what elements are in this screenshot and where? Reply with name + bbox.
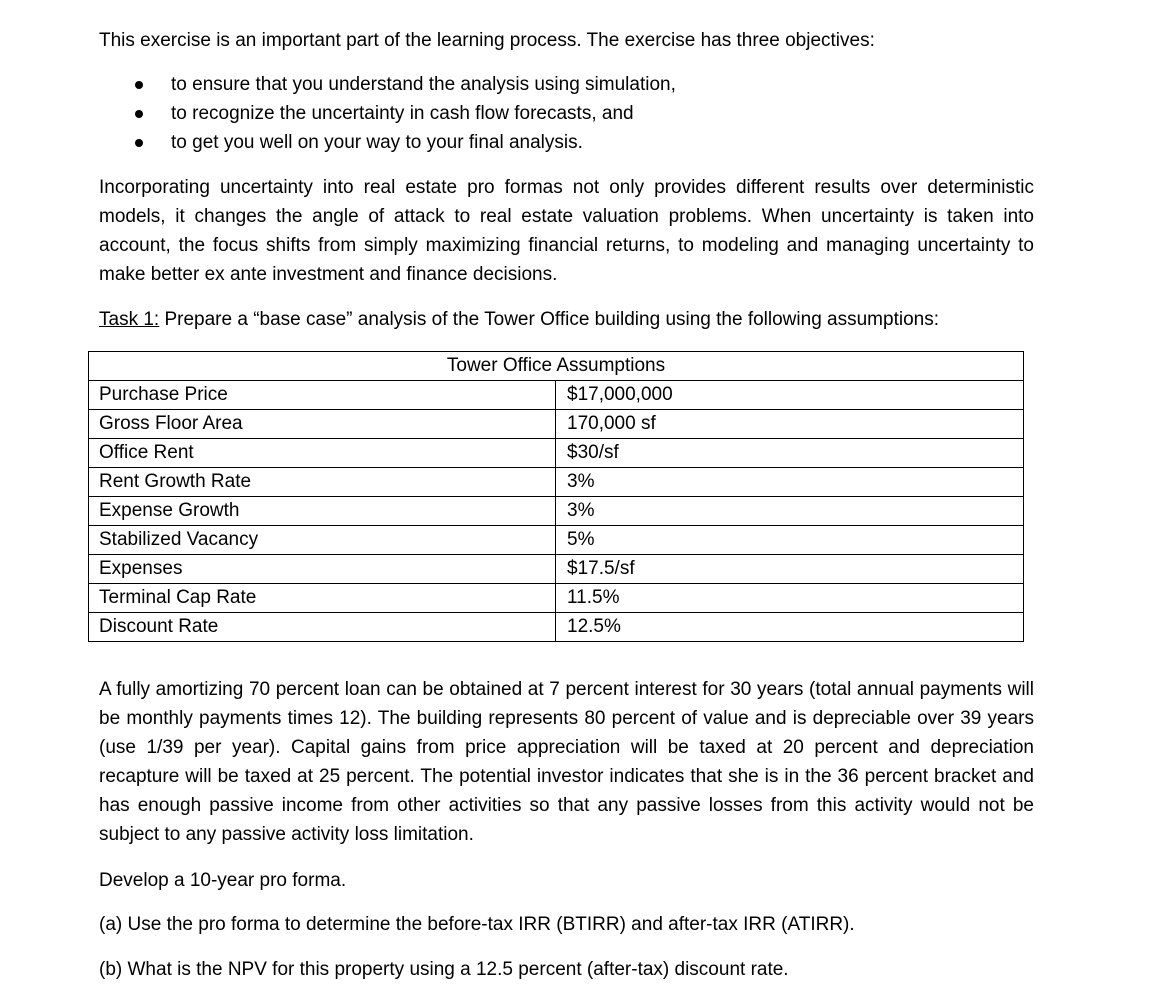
list-item bbox=[99, 70, 1034, 99]
row-value: 3% bbox=[567, 471, 595, 492]
row-label: Office Rent bbox=[89, 439, 556, 467]
row-label: Discount Rate bbox=[89, 613, 556, 641]
row-value: 5% bbox=[567, 529, 595, 550]
row-value: $30/sf bbox=[567, 442, 619, 463]
row-label: Expense Growth bbox=[89, 497, 556, 525]
row-label: Rent Growth Rate bbox=[89, 468, 556, 496]
question-a: (a) Use the pro forma to determine the before-tax IRR (BTIRR) and after-tax IRR (ATIRR). bbox=[99, 914, 855, 935]
list-item bbox=[99, 99, 1034, 128]
row-value: 11.5% bbox=[567, 587, 620, 608]
bullet-icon bbox=[135, 110, 143, 118]
table-row bbox=[89, 584, 1023, 613]
develop-paragraph: Develop a 10-year pro forma. bbox=[99, 870, 347, 891]
uncertainty-paragraph: Incorporating uncertainty into real estate pro formas not only provides different results over deterministic models, it changes the angle of attack to real estate valuation problems. When uncertainty is taken into account, the focus shifts from simply maximizing financial returns, to modeling and managing uncertainty to make better ex ante investment and finance decisions. bbox=[99, 177, 1034, 285]
objective-text: to get you well on your way to your final analysis. bbox=[171, 132, 583, 153]
objective-text: to recognize the uncertainty in cash flow forecasts, and bbox=[171, 103, 634, 124]
table-row bbox=[89, 468, 1023, 497]
loan-paragraph: A fully amortizing 70 percent loan can be obtained at 7 percent interest for 30 years (total annual payments will be monthly payments times 12). The building represents 80 percent of value and is depreciable over 39 years (use 1/39 per year). Capital gains from price appreciation will be taxed at 20 percent and depreciation recapture will be taxed at 25 percent. The potential investor indicates that she is in the 36 percent bracket and has enough passive income from other activities so that any passive losses from this activity would not be subject to any passive activity loss limitation. bbox=[99, 679, 1034, 845]
row-value: $17,000,000 bbox=[567, 384, 673, 405]
intro-paragraph: This exercise is an important part of the learning process. The exercise has three objectives: bbox=[99, 30, 875, 51]
row-value: 170,000 sf bbox=[567, 413, 656, 434]
table-row bbox=[89, 613, 1023, 641]
row-label: Terminal Cap Rate bbox=[89, 584, 556, 612]
table-row bbox=[89, 410, 1023, 439]
question-b: (b) What is the NPV for this property using a 12.5 percent (after-tax) discount rate. bbox=[99, 959, 789, 980]
table-title: Tower Office Assumptions bbox=[89, 352, 1023, 381]
table-row bbox=[89, 497, 1023, 526]
table-row bbox=[89, 526, 1023, 555]
task1-text: Prepare a “base case” analysis of the Tower Office building using the following assumptions: bbox=[159, 309, 939, 330]
row-value: 12.5% bbox=[567, 616, 621, 637]
row-label: Stabilized Vacancy bbox=[89, 526, 556, 554]
list-item bbox=[99, 128, 1034, 157]
table-row bbox=[89, 439, 1023, 468]
table-row bbox=[89, 381, 1023, 410]
assumptions-table bbox=[88, 351, 1024, 642]
row-label: Purchase Price bbox=[89, 381, 556, 409]
task1-paragraph bbox=[99, 305, 1034, 334]
row-label: Expenses bbox=[89, 555, 556, 583]
objective-text: to ensure that you understand the analysis using simulation, bbox=[171, 74, 676, 95]
bullet-icon bbox=[135, 139, 143, 147]
objectives-list bbox=[99, 70, 1034, 157]
table-row bbox=[89, 555, 1023, 584]
bullet-icon bbox=[135, 81, 143, 89]
row-label: Gross Floor Area bbox=[89, 410, 556, 438]
row-value: $17.5/sf bbox=[567, 558, 635, 579]
task1-label: Task 1: bbox=[99, 309, 160, 330]
row-value: 3% bbox=[567, 500, 595, 521]
